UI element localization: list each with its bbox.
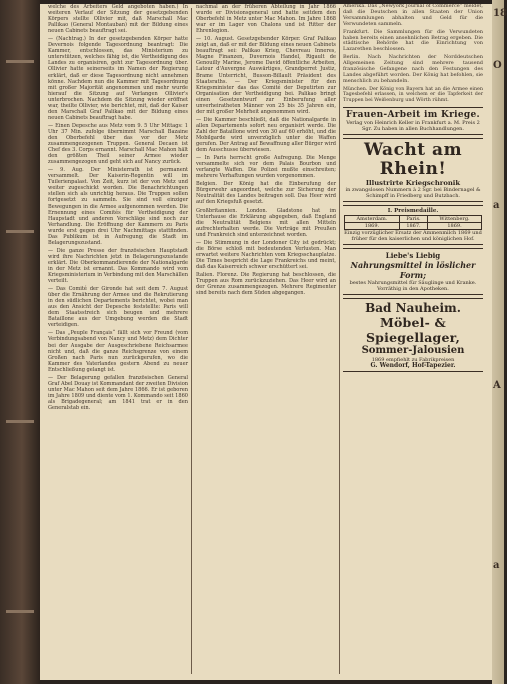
article-paragraph: — 9. Aug. Der Ministerrath ist permanent versammelt. Der Kaiserin-Regentin will im Tuilerienpalast. Von Zeit, kurz ist der von Metz und weiter zugeschickt worden. Die Benachrichtungen stellen sich als unrichtig heraus. Die Truppen sollen fortgesetzt zu sammeln. Sie sind voll einziger Bewegungen in die Armee aufgenommen werden. Die Ernennung eines Comités für Vertheidigung der Haupstadt und anderen Vorschläge sind noch zur Verhandlung. Die Eröffnung der Kammern zu Paris wurde erst gegen drei Uhr Nachmittags stattfinden. Das Publikum ist in Aufregung; die Stadt im Belagerungszustand. [48,167,188,246]
article-paragraph: Frankfurt. Die Sammlungen für die Verwundeten haben bereits einen ansehnlichen Betrag ergeben. Die städtische Behörde hat die Einrichtung von Lazarethen beschlossen. [343,28,483,53]
article-paragraph: Berlin. Nach Nachrichten der Norddeutschen Allgemeinen Zeitung sind mehrere tausend französische Gefangene nach den Festungen des Landes abgeführt worden. Der König hat befohlen, sie menschlich zu behandeln. [343,54,483,84]
table-cell: Wittenberg. [428,215,482,222]
column-2 [196,4,336,676]
column-1 [48,4,188,676]
article-paragraph: welche des Arbeiters Geld angeboten haben.) In weiteren Verlauf der Sitzung der gesetzgebenden Körpers stellte Ollivier mit, daß Marschall Mac Pallikao (General Montauban) mit der Bildung eines neuen Cabinets beauftragt sei. [48,4,188,35]
article-paragraph: Italien. Florenz. Die Regierung hat beschlossen, die Truppen aus Rom zurückzuziehen. Das Heer wird an der Grenze zusammengezogen. Mehrere Regimenter sind bereits nach dem Süden abgegangen. [196,271,336,297]
ad-subtitle: Illustrirte Kriegschronik [365,178,461,187]
article-paragraph: — Einen Depesche aus Metz vom 9. 5 Uhr Mittags: 1 Uhr 37 Min. zufolge übernimmt Marschall Bazaine den Oberbefehl über das vor der Metz zusammengezogenen Truppen. General Decaen ist Chef des 3. Corps ernannt. Marschall Mac Mahon hält den größten Theil seiner Armee wieder zusammengezogen und geht sich auf Nancy zurück. [48,122,188,166]
table-cell: Paris. [399,215,427,222]
page-number: 18 [493,8,507,19]
article-paragraph: Amerika. Das „Newyork Journal of Commerce“ meldet, daß die Deutschen in allen Staaten der Union Versammlungen abhalten und Geld für die Verwundeten sammeln. [343,3,483,27]
margin-mark: A [493,380,501,391]
ad-text: Einzig vorzüglicher Ersatz der Ammenmilch 1869 und früher für den kaiserlichen und königlichen Hof. [344,229,482,242]
article-paragraph: — Die ganze Presse der französischen Hauptstadt wird ihre Nachrichten jetzt in Belagerungszustande erklärt. Die Oberkommandierende der Nationalgarde in der Metz ist ernannt. Das Kommando wird vom Kriegsministerium in Verbindung mit den Marschällen verteilt. [48,247,188,285]
article-paragraph: nachmal an der früheren Abteilung in Jahr 1866 wurde er Divisionsgeneral und hatte seitdem den Oberbefehl in Metz unter Mac Mahon. Im Jahre 1868 war er im Lager von Chalons und ist Ritter der Ehrenlegion. [196,4,336,35]
article-paragraph: — Das „Peuple Français“ fällt sich vor Freund (vom Verbindungsabend von Nancy und Metz) dem Dichter bei der Ausgabe der Ausgeschriebene Reichsarmee nicht und, daß die ganze Reichsgrenze von einem Großen nach Paris nun zurückgerufen, wo die Kammer des Vaterlandes gestern Abend zu neuer Entschließung gelangt ist. [48,330,188,373]
adjacent-page-edge [492,0,507,684]
article-paragraph: — Das Comité der Gironde hat seit dem 7. August über die Ernährung der Armee und die Rekrutierung in den südlichen Departements berichtet, wobei man aus den Ansicht der Depesche feststellte: Paris will dem Staatsstreich sich beugen und mehrere Bataillone aus der Umgebung werden die Stadt verteidigen. [48,286,188,329]
column-divider [191,8,192,674]
advertisement-frauen-arbeit [343,107,483,135]
ad-title: Liebe's Liebig [385,250,441,260]
medal-table [344,215,482,230]
ad-signature: G. Wendorf, Hof-Tapezier. [370,361,456,369]
book-spine [0,0,40,684]
article-paragraph: — Die Stimmung in der Londoner City ist gedrückt; die Börse schloß mit bedeutenden Verlusten. Man erwartet weitere Nachrichten vom Kriegsschauplatze. Die Times bespricht die Lage Frankreichs und meint, daß das Kaiserreich schwer erschüttert sei. [196,239,336,270]
table-cell: Amsterdam. [345,215,400,222]
advertisement-wacht-am-rhein [343,138,483,202]
advertisement-liebig [343,248,483,295]
ad-subtitle: Nahrungsmittel in löslicher Form; [350,259,476,280]
ad-text: Verlag von Heinrich Keller in Frankfurt a. M. Preis 2 Sgr. Zu haben in allen Buchhandlungen. [346,119,480,132]
article-paragraph: Großbritannien. London. Gladstone hat im Unterhause die Erklärung abgegeben, daß England die Neutralität Belgiens mit allen Mitteln aufrechterhalten werde. Die Verträge mit Preußen und Frankreich sind unterzeichnet worden. [196,207,336,238]
article-paragraph: — In Paris herrscht große Aufregung. Die Menge versammelte sich vor dem Palais Bourbon und verlangte Waffen. Die Polizei mußte einschreiten; mehrere Verhaftungen wurden vorgenommen. [196,155,336,180]
advertisement-bad-nauheim [343,298,483,372]
ad-headline: Sommer-Jalousien [361,344,465,356]
ad-text: bestes Nahrungsmittel für Säuglinge und Kranke. Vorräthig in den Apotheken. [349,279,477,292]
ad-text: 1869 empfiehlt zu Fabrikpreisen [371,356,455,363]
margin-mark: a [493,200,500,211]
article-paragraph: — 10. August. Gesetzgebender Körper. Graf Palikao zeigt an, daß er mit der Bildung eines neuen Cabinets beauftragt sei: Palikao Krieg, Chevreau Inneres, Magne Finanzen, Duvernois Handel, Rigault de Genouilly Marine, Jerome David öffentliche Arbeiten, Latour d'Auvergne Auswärtiges, Grandperret Justiz, Brame Unterricht, Busson-Billault Präsident des Staatsraths. — Der Kriegsminister für den Kriegsminister das das Comité der Deputirten zur Organisation der Vertheidigung bei. Palikao bringt einen Gesetzentwurf zur Einberufung aller unverheiratheten Männer von 25 bis 35 Jahren ein, der mit großer Mehrheit angenommen wird. [196,36,336,115]
margin-mark: O [493,60,502,71]
article-paragraph: — Die Kammer beschließt, daß die Nationalgarde in allen Departements sofort neu organisirt werde. Die Zahl der Bataillone wird von 30 auf 60 erhöht, und die Mobilgarde wird unverzüglich unter die Waffen gerufen. Der Antrag auf Bewaffnung aller Bürger wird dem Ausschusse überwiesen. [196,116,336,154]
table-cell: 1869. [428,222,482,229]
ad-title: Frauen-Arbeit im Kriege. [346,109,480,120]
table-cell: 1867. [399,222,427,229]
ad-text: in zwangslosen Nummern à 2 Sgr. bei Bindernagel & Schimpff in Friedberg und Butzbach. [345,186,481,199]
article-paragraph: Belgien. Der König hat die Einberufung der Bürgerwehr angeordnet, welche zur Sicherung der Neutralität des Landes beitragen soll. Das Heer wird auf den Kriegsfuß gesetzt. [196,181,336,206]
margin-mark: a [493,560,500,571]
newspaper-page [40,4,492,680]
article-paragraph: — (Nachtrag.) In der gesetzgebenden Körper hatte Devernois folgende Tagesordnung beantragt: Die Kammer, entschlossen, das Ministerium zu unterstützen, welches fähig ist, die Vertheidigung des Landes zu organisiren, geht zur Tagesordnung über. Ollivier hatte seinerseits im Namen der Regierung erklärt, daß er diese Tagesordnung nicht annehmen könne. Nachdem nun die Kammer mit Tagesordnung mit großer Majorität angenommen und mehr wurde hierauf die Sitzung auf Verlangen Ollivier's unterbrochen. Nachdem die Sitzung wieder eröffnet war, theilte Ollivier, wie berichtet, mit, daß der Kaiser den Marschall Graf Palikao mit der Bildung eines neuen Cabinets beauftragt habe. [48,36,188,121]
column-divider [339,8,340,674]
article-paragraph: — Der Belagerung gefallen französischen General Graf Abel Douay ist Kommandant der zweiten Division unter Mac Mahon seit dem Jahre 1866. Er ist geboren im Jahre 1809 und diente vom 1. Kommando seit 1860 als Brigadegeneral; am 1841 trat er in den Generalstab ein. [48,374,188,411]
advertisement-preismedaille [343,205,483,245]
column-3 [343,4,483,676]
ad-title: I. Preismedaille. [387,207,439,214]
ad-title: Bad Nauheim. [365,300,461,315]
table-cell: 1869. [345,222,400,229]
ad-headline: Möbel- & Spiegellager, [365,314,461,345]
article-paragraph: München. Der König von Bayern hat an die Armee einen Tagesbefehl erlassen, in welchem er die Tapferkeit der Truppen bei Weißenburg und Wörth rühmt. [343,86,483,103]
ad-title: Wacht am Rhein! [363,139,463,179]
